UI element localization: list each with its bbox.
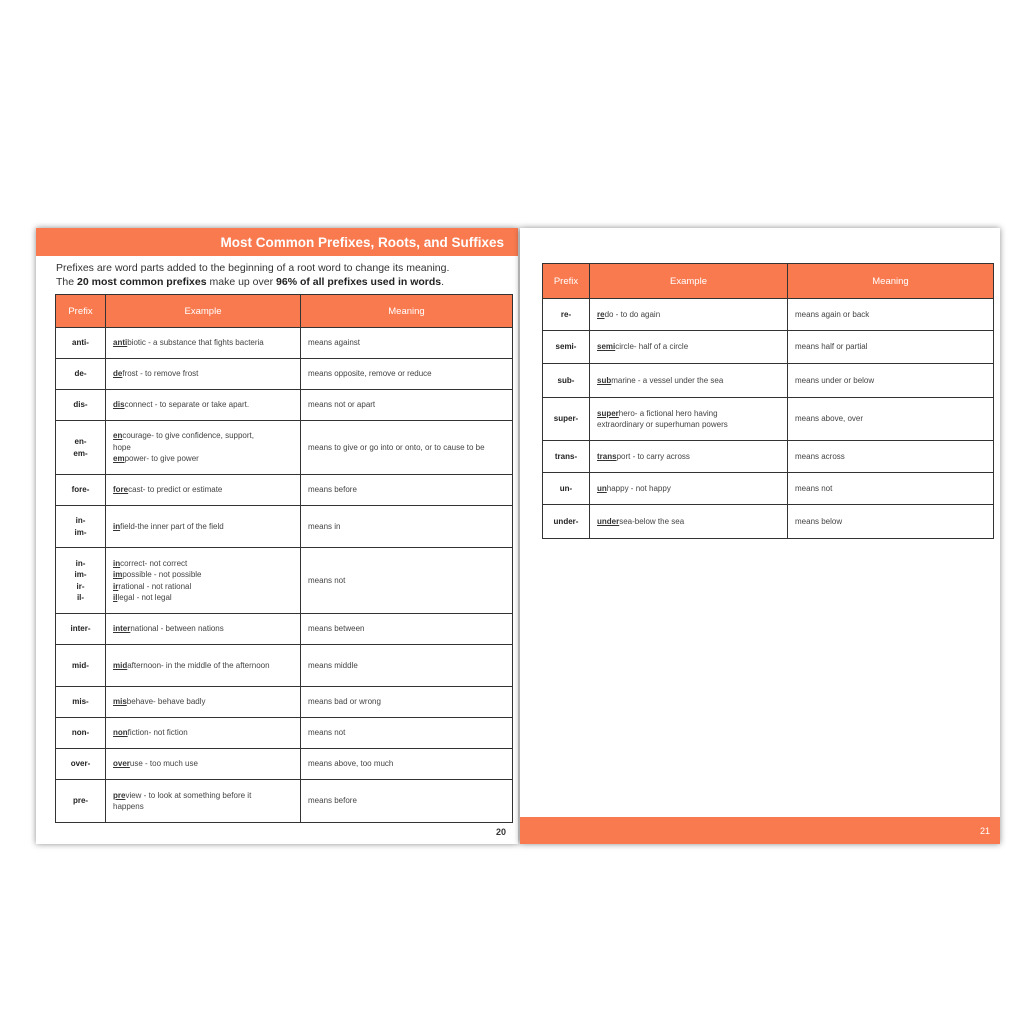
prefix-cell — [56, 780, 106, 823]
meaning-cell: means before — [301, 780, 513, 823]
example-cell — [106, 687, 301, 718]
meaning-cell: means bad or wrong — [301, 687, 513, 718]
example-rest: fiction- not fiction — [127, 728, 188, 738]
prefix-cell — [56, 390, 106, 421]
example-line — [113, 558, 293, 570]
example-prefix-underlined: en — [113, 431, 123, 441]
right-page — [520, 228, 1000, 844]
example-prefix-underlined: ir — [113, 581, 119, 591]
footer-bar — [520, 817, 1000, 844]
example-rest: happens — [113, 802, 144, 811]
prefix-text: mid- — [72, 660, 89, 670]
meaning-cell: means under or below — [788, 364, 994, 398]
example-line — [113, 696, 293, 708]
prefix-text: de- — [74, 369, 87, 379]
prefix-text: super- — [553, 414, 579, 424]
example-line — [597, 451, 780, 463]
example-prefix-underlined: trans — [597, 451, 617, 461]
prefix-cell — [56, 645, 106, 687]
intro-line-2a: The — [56, 276, 78, 288]
example-prefix-underlined: dis — [113, 400, 125, 410]
example-rest: circle- half of a circle — [615, 342, 689, 352]
example-cell — [106, 421, 301, 475]
prefix-cell — [543, 505, 590, 539]
table-row — [543, 331, 994, 364]
prefix-cell — [56, 506, 106, 548]
example-cell — [106, 614, 301, 645]
table-row — [543, 505, 994, 539]
meaning-cell: means not — [788, 473, 994, 505]
prefix-cell — [56, 749, 106, 780]
example-prefix-underlined: in — [113, 558, 121, 568]
prefix-cell — [56, 548, 106, 614]
example-line — [113, 521, 293, 533]
header-meaning: Meaning — [301, 295, 513, 328]
table-header-row — [543, 264, 994, 299]
page-number: 20 — [495, 827, 506, 837]
prefix-cell — [56, 421, 106, 475]
prefix-text: re- — [560, 309, 572, 319]
example-line — [597, 375, 780, 387]
example-line — [113, 801, 293, 813]
intro-bold-1: 20 most common prefixes — [77, 276, 207, 288]
example-rest: behave- behave badly — [126, 697, 206, 707]
meaning-cell: means above, over — [788, 398, 994, 441]
example-line — [113, 790, 293, 802]
meaning-cell: means to give or go into or onto, or to cause to be — [301, 421, 513, 475]
example-cell — [106, 548, 301, 614]
example-line — [113, 442, 293, 454]
prefix-cell — [543, 473, 590, 505]
meaning-cell: means not — [301, 548, 513, 614]
prefix-text: sub- — [557, 375, 575, 385]
example-rest: sea-below the sea — [619, 516, 685, 526]
example-cell — [106, 749, 301, 780]
prefix-text: trans- — [554, 451, 578, 461]
example-rest: legal - not legal — [117, 593, 172, 602]
table-header-row — [56, 295, 513, 328]
example-rest: do - to do again — [604, 309, 661, 319]
example-line — [113, 660, 293, 672]
example-line — [113, 581, 293, 593]
prefix-table-left — [55, 294, 513, 823]
prefix-text: non- — [71, 728, 90, 738]
prefix-cell — [56, 475, 106, 506]
example-line — [113, 569, 293, 581]
prefix-cell — [543, 299, 590, 331]
meaning-cell: means again or back — [788, 299, 994, 331]
example-cell — [106, 359, 301, 390]
example-rest: national - between nations — [130, 624, 224, 634]
table-row — [56, 780, 513, 823]
example-prefix-underlined: inter — [113, 624, 131, 634]
example-prefix-underlined: de — [113, 369, 123, 379]
table-row — [56, 687, 513, 718]
prefix-text: fore- — [71, 485, 90, 495]
intro-line-1: Prefixes are word parts added to the beginning of a root word to change its meaning. — [56, 262, 450, 274]
prefix-text: pre- — [72, 796, 89, 806]
table-row — [56, 718, 513, 749]
example-line — [597, 419, 780, 431]
example-cell — [106, 475, 301, 506]
prefix-cell — [56, 687, 106, 718]
example-cell — [106, 506, 301, 548]
example-line — [113, 727, 293, 739]
example-prefix-underlined: sub — [597, 375, 612, 385]
prefix-text: im- — [74, 527, 87, 537]
header-meaning: Meaning — [788, 264, 994, 299]
meaning-cell: means not — [301, 718, 513, 749]
table-row — [56, 645, 513, 687]
table-row — [543, 441, 994, 473]
header-example: Example — [590, 264, 788, 299]
prefix-cell — [56, 614, 106, 645]
example-rest: biotic - a substance that fights bacteria — [127, 338, 264, 348]
prefix-text: in- — [75, 558, 86, 568]
example-prefix-underlined: em — [113, 454, 125, 464]
prefix-text: under- — [553, 516, 579, 526]
prefix-text: il- — [76, 593, 85, 602]
example-prefix-underlined: in — [113, 521, 121, 531]
example-cell — [106, 645, 301, 687]
example-rest: power- to give power — [124, 454, 199, 464]
example-prefix-underlined: fore — [113, 485, 129, 495]
table-row — [56, 548, 513, 614]
example-line — [597, 341, 780, 353]
table-row — [56, 506, 513, 548]
meaning-cell: means not or apart — [301, 390, 513, 421]
prefix-cell — [56, 328, 106, 359]
example-cell — [590, 473, 788, 505]
prefix-cell — [543, 398, 590, 441]
intro-bold-2: 96% of all prefixes used in words — [276, 276, 442, 288]
example-line — [113, 758, 293, 770]
example-cell — [106, 328, 301, 359]
table-row — [543, 398, 994, 441]
table-row — [56, 390, 513, 421]
prefix-text: mis- — [72, 697, 89, 707]
example-prefix-underlined: under — [597, 516, 620, 526]
example-rest: frost - to remove frost — [122, 369, 199, 379]
prefix-text: over- — [70, 759, 91, 769]
example-line — [113, 399, 293, 411]
example-cell — [590, 398, 788, 441]
example-line — [597, 309, 780, 321]
intro-text — [56, 261, 506, 289]
example-prefix-underlined: mis — [113, 697, 127, 707]
table-row — [56, 359, 513, 390]
example-prefix-underlined: over — [113, 759, 130, 769]
meaning-cell: means between — [301, 614, 513, 645]
prefix-text: en- — [74, 437, 87, 446]
prefix-table-right — [542, 263, 994, 539]
example-rest: marine - a vessel under the sea — [611, 375, 724, 385]
table-row — [543, 299, 994, 331]
header-prefix: Prefix — [543, 264, 590, 299]
example-prefix-underlined: im — [113, 570, 123, 579]
example-rest: hope — [113, 442, 131, 452]
meaning-cell: means above, too much — [301, 749, 513, 780]
example-rest: possible - not possible — [122, 570, 202, 579]
left-page — [36, 228, 518, 844]
example-rest: hero- a fictional hero having — [618, 408, 718, 418]
prefix-text: em- — [73, 448, 88, 458]
prefix-text: im- — [74, 570, 87, 579]
example-prefix-underlined: non — [113, 728, 128, 738]
example-cell — [106, 718, 301, 749]
prefix-cell — [543, 441, 590, 473]
example-prefix-underlined: pre — [113, 790, 126, 800]
table-row — [56, 749, 513, 780]
page-title-banner: Most Common Prefixes, Roots, and Suffixes — [36, 228, 518, 256]
table-row — [56, 421, 513, 475]
example-rest: rational - not rational — [118, 581, 192, 591]
example-prefix-underlined: mid — [113, 660, 128, 670]
page-number: 21 — [979, 826, 990, 836]
example-cell — [590, 331, 788, 364]
example-line — [113, 623, 293, 635]
prefix-cell — [56, 718, 106, 749]
example-line — [113, 337, 293, 349]
example-prefix-underlined: re — [597, 309, 605, 319]
meaning-cell: means against — [301, 328, 513, 359]
example-rest: afternoon- in the middle of the afternoon — [127, 660, 270, 670]
example-cell — [590, 505, 788, 539]
example-line — [597, 483, 780, 495]
example-prefix-underlined: semi — [597, 342, 616, 352]
prefix-text: in- — [75, 516, 86, 525]
example-rest: use - too much use — [129, 759, 198, 769]
meaning-cell: means below — [788, 505, 994, 539]
prefix-cell — [543, 364, 590, 398]
example-rest: correct- not correct — [120, 558, 188, 568]
prefix-text: anti- — [72, 338, 89, 348]
example-prefix-underlined: il — [113, 593, 118, 602]
meaning-cell: means half or partial — [788, 331, 994, 364]
meaning-cell: means before — [301, 475, 513, 506]
example-line — [113, 430, 293, 442]
prefix-text: inter- — [70, 624, 91, 634]
prefix-text: dis- — [73, 400, 88, 410]
table-row — [56, 614, 513, 645]
intro-line-2e: . — [441, 276, 445, 288]
example-cell — [106, 780, 301, 823]
table-row — [543, 364, 994, 398]
meaning-cell: means across — [788, 441, 994, 473]
example-cell — [590, 299, 788, 331]
example-rest: connect - to separate or take apart. — [124, 400, 250, 410]
example-rest: field-the inner part of the field — [120, 521, 224, 531]
example-line — [597, 516, 780, 528]
table-row — [56, 475, 513, 506]
meaning-cell: means in — [301, 506, 513, 548]
intro-line-2c: make up over — [206, 276, 277, 288]
example-rest: courage- to give confidence, support, — [122, 431, 254, 441]
meaning-cell: means opposite, remove or reduce — [301, 359, 513, 390]
example-line — [113, 453, 293, 465]
example-line — [113, 368, 293, 380]
prefix-text: un- — [559, 483, 573, 493]
example-line — [597, 408, 780, 420]
example-rest: cast- to predict or estimate — [128, 485, 223, 495]
meaning-cell: means middle — [301, 645, 513, 687]
header-prefix: Prefix — [56, 295, 106, 328]
table-row — [543, 473, 994, 505]
example-rest: port - to carry across — [616, 451, 690, 461]
example-line — [113, 592, 293, 604]
example-rest: view - to look at something before it — [125, 790, 252, 800]
example-cell — [106, 390, 301, 421]
example-prefix-underlined: anti — [113, 338, 128, 348]
example-rest: happy - not happy — [606, 483, 671, 493]
example-prefix-underlined: un — [597, 483, 607, 493]
example-rest: extraordinary or superhuman powers — [597, 420, 728, 429]
example-cell — [590, 441, 788, 473]
example-prefix-underlined: super — [597, 408, 619, 418]
table-row — [56, 328, 513, 359]
prefix-text: semi- — [555, 342, 577, 352]
example-cell — [590, 364, 788, 398]
prefix-cell — [56, 359, 106, 390]
header-example: Example — [106, 295, 301, 328]
prefix-text: ir- — [76, 581, 85, 591]
prefix-cell — [543, 331, 590, 364]
example-line — [113, 484, 293, 496]
